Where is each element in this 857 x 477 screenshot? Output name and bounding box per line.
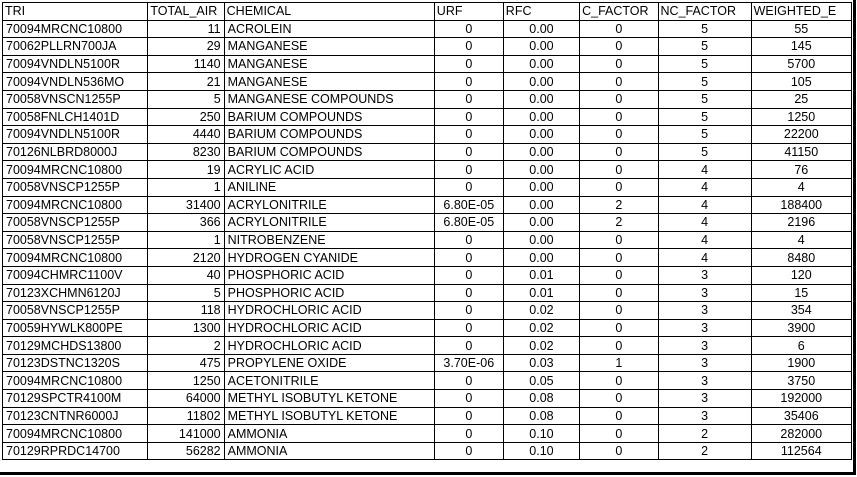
c-factor-cell[interactable]: 0 [580, 319, 658, 337]
nc-factor-cell[interactable]: 4 [658, 214, 751, 232]
tri-cell[interactable]: 70058FNLCH1401D [3, 108, 148, 126]
weighted-e-cell[interactable]: 15 [751, 284, 851, 302]
total-air-cell[interactable]: 56282 [148, 442, 224, 460]
table-row[interactable] [3, 372, 852, 390]
total-air-cell[interactable]: 31400 [148, 196, 224, 214]
tri-cell[interactable]: 70094MRCNC10800 [3, 161, 148, 179]
c-factor-cell[interactable]: 2 [580, 214, 658, 232]
tri-cell[interactable]: 70094CHMRC1100V [3, 266, 148, 284]
table-row[interactable] [3, 319, 852, 337]
nc-factor-cell[interactable]: 4 [658, 178, 751, 196]
c-factor-cell[interactable]: 0 [580, 231, 658, 249]
table-row[interactable] [3, 90, 852, 108]
total-air-cell[interactable]: 40 [148, 266, 224, 284]
tri-cell[interactable]: 70094MRCNC10800 [3, 20, 148, 38]
weighted-e-cell[interactable]: 112564 [751, 442, 851, 460]
c-factor-cell[interactable]: 0 [580, 337, 658, 355]
total-air-cell[interactable]: 118 [148, 302, 224, 320]
c-factor-cell[interactable]: 1 [580, 354, 658, 372]
c-factor-cell[interactable]: 0 [580, 425, 658, 443]
urf-cell[interactable]: 0 [434, 319, 503, 337]
c-factor-cell[interactable]: 0 [580, 38, 658, 56]
c-factor-cell[interactable]: 0 [580, 143, 658, 161]
c-factor-cell[interactable]: 0 [580, 178, 658, 196]
urf-cell[interactable]: 0 [434, 372, 503, 390]
c-factor-cell[interactable]: 0 [580, 90, 658, 108]
total-air-cell[interactable]: 11802 [148, 407, 224, 425]
c-factor-cell[interactable]: 2 [580, 196, 658, 214]
chemical-cell[interactable]: ACRYLONITRILE [224, 196, 434, 214]
table-row[interactable] [3, 390, 852, 408]
table-row[interactable] [3, 143, 852, 161]
c-factor-cell[interactable]: 0 [580, 372, 658, 390]
table-row[interactable] [3, 442, 852, 460]
column-header-rfc[interactable]: RFC [503, 3, 579, 21]
weighted-e-cell[interactable]: 3750 [751, 372, 851, 390]
c-factor-cell[interactable]: 0 [580, 266, 658, 284]
c-factor-cell[interactable]: 0 [580, 302, 658, 320]
table-row[interactable] [3, 38, 852, 56]
tri-cell[interactable]: 70058VNSCP1255P [3, 302, 148, 320]
rfc-cell[interactable]: 0.02 [503, 302, 579, 320]
urf-cell[interactable]: 0 [434, 161, 503, 179]
urf-cell[interactable]: 0 [434, 231, 503, 249]
column-header-tri[interactable]: TRI [3, 3, 148, 21]
urf-cell[interactable]: 0 [434, 407, 503, 425]
nc-factor-cell[interactable]: 5 [658, 90, 751, 108]
weighted-e-cell[interactable]: 354 [751, 302, 851, 320]
rfc-cell[interactable]: 0.01 [503, 284, 579, 302]
chemical-cell[interactable]: ACETONITRILE [224, 372, 434, 390]
nc-factor-cell[interactable]: 3 [658, 319, 751, 337]
total-air-cell[interactable]: 5 [148, 284, 224, 302]
urf-cell[interactable]: 0 [434, 178, 503, 196]
total-air-cell[interactable]: 4440 [148, 126, 224, 144]
c-factor-cell[interactable]: 0 [580, 108, 658, 126]
total-air-cell[interactable]: 11 [148, 20, 224, 38]
tri-cell[interactable]: 70094VNDLN5100R [3, 55, 148, 73]
tri-cell[interactable]: 70123XCHMN6120J [3, 284, 148, 302]
chemical-cell[interactable]: MANGANESE COMPOUNDS [224, 90, 434, 108]
urf-cell[interactable]: 0 [434, 266, 503, 284]
table-row[interactable] [3, 302, 852, 320]
urf-cell[interactable]: 0 [434, 90, 503, 108]
weighted-e-cell[interactable]: 22200 [751, 126, 851, 144]
rfc-cell[interactable]: 0.10 [503, 425, 579, 443]
tri-cell[interactable]: 70058VNSCN1255P [3, 90, 148, 108]
chemical-cell[interactable]: BARIUM COMPOUNDS [224, 126, 434, 144]
weighted-e-cell[interactable]: 6 [751, 337, 851, 355]
chemical-cell[interactable]: PHOSPHORIC ACID [224, 284, 434, 302]
urf-cell[interactable]: 0 [434, 20, 503, 38]
table-row[interactable] [3, 55, 852, 73]
weighted-e-cell[interactable]: 145 [751, 38, 851, 56]
table-row[interactable] [3, 126, 852, 144]
chemical-cell[interactable]: MANGANESE [224, 38, 434, 56]
weighted-e-cell[interactable]: 4 [751, 231, 851, 249]
rfc-cell[interactable]: 0.02 [503, 337, 579, 355]
chemical-cell[interactable]: ACRYLONITRILE [224, 214, 434, 232]
chemical-cell[interactable]: HYDROCHLORIC ACID [224, 302, 434, 320]
urf-cell[interactable]: 0 [434, 55, 503, 73]
table-row[interactable] [3, 425, 852, 443]
chemical-cell[interactable]: METHYL ISOBUTYL KETONE [224, 407, 434, 425]
nc-factor-cell[interactable]: 5 [658, 20, 751, 38]
total-air-cell[interactable]: 21 [148, 73, 224, 91]
total-air-cell[interactable]: 2120 [148, 249, 224, 267]
tri-cell[interactable]: 70094MRCNC10800 [3, 196, 148, 214]
chemical-cell[interactable]: ANILINE [224, 178, 434, 196]
total-air-cell[interactable]: 1140 [148, 55, 224, 73]
header-row [3, 3, 852, 21]
column-header-nc-factor[interactable]: NC_FACTOR [658, 3, 751, 21]
nc-factor-cell[interactable]: 5 [658, 73, 751, 91]
urf-cell[interactable]: 3.70E-06 [434, 354, 503, 372]
weighted-e-cell[interactable]: 35406 [751, 407, 851, 425]
rfc-cell[interactable]: 0.10 [503, 442, 579, 460]
total-air-cell[interactable]: 8230 [148, 143, 224, 161]
c-factor-cell[interactable]: 0 [580, 284, 658, 302]
table-row[interactable] [3, 196, 852, 214]
rfc-cell[interactable]: 0.00 [503, 178, 579, 196]
nc-factor-cell[interactable]: 3 [658, 302, 751, 320]
c-factor-cell[interactable]: 0 [580, 73, 658, 91]
weighted-e-cell[interactable]: 76 [751, 161, 851, 179]
urf-cell[interactable]: 0 [434, 284, 503, 302]
total-air-cell[interactable]: 19 [148, 161, 224, 179]
rfc-cell[interactable]: 0.08 [503, 407, 579, 425]
nc-factor-cell[interactable]: 4 [658, 196, 751, 214]
urf-cell[interactable]: 0 [434, 108, 503, 126]
nc-factor-cell[interactable]: 3 [658, 354, 751, 372]
weighted-e-cell[interactable]: 192000 [751, 390, 851, 408]
c-factor-cell[interactable]: 0 [580, 126, 658, 144]
urf-cell[interactable]: 0 [434, 143, 503, 161]
nc-factor-cell[interactable]: 5 [658, 126, 751, 144]
nc-factor-cell[interactable]: 3 [658, 284, 751, 302]
rfc-cell[interactable]: 0.00 [503, 196, 579, 214]
tri-cell[interactable]: 70129MCHDS13800 [3, 337, 148, 355]
column-header-c-factor[interactable]: C_FACTOR [580, 3, 658, 21]
total-air-cell[interactable]: 1 [148, 231, 224, 249]
tri-cell[interactable]: 70129SPCTR4100M [3, 390, 148, 408]
tri-cell[interactable]: 70062PLLRN700JA [3, 38, 148, 56]
tri-cell[interactable]: 70058VNSCP1255P [3, 214, 148, 232]
urf-cell[interactable]: 0 [434, 442, 503, 460]
weighted-e-cell[interactable]: 2196 [751, 214, 851, 232]
table-row[interactable] [3, 108, 852, 126]
table-row[interactable] [3, 214, 852, 232]
table-row[interactable] [3, 231, 852, 249]
nc-factor-cell[interactable]: 3 [658, 390, 751, 408]
c-factor-cell[interactable]: 0 [580, 20, 658, 38]
tri-cell[interactable]: 70123CNTNR6000J [3, 407, 148, 425]
urf-cell[interactable]: 6.80E-05 [434, 214, 503, 232]
tri-cell[interactable]: 70094VNDLN5100R [3, 126, 148, 144]
nc-factor-cell[interactable]: 3 [658, 372, 751, 390]
total-air-cell[interactable]: 2 [148, 337, 224, 355]
rfc-cell[interactable]: 0.00 [503, 231, 579, 249]
chemical-cell[interactable]: MANGANESE [224, 73, 434, 91]
total-air-cell[interactable]: 5 [148, 90, 224, 108]
data-table [2, 2, 852, 460]
nc-factor-cell[interactable]: 4 [658, 231, 751, 249]
weighted-e-cell[interactable]: 1900 [751, 354, 851, 372]
total-air-cell[interactable]: 250 [148, 108, 224, 126]
nc-factor-cell[interactable]: 3 [658, 407, 751, 425]
rfc-cell[interactable]: 0.00 [503, 161, 579, 179]
rfc-cell[interactable]: 0.02 [503, 319, 579, 337]
chemical-cell[interactable]: AMMONIA [224, 425, 434, 443]
table-row[interactable] [3, 337, 852, 355]
rfc-cell[interactable]: 0.00 [503, 55, 579, 73]
c-factor-cell[interactable]: 0 [580, 55, 658, 73]
urf-cell[interactable]: 0 [434, 73, 503, 91]
tri-cell[interactable]: 70058VNSCP1255P [3, 231, 148, 249]
table-body [3, 20, 852, 460]
tri-cell[interactable]: 70094MRCNC10800 [3, 372, 148, 390]
table-row[interactable] [3, 407, 852, 425]
column-header-urf[interactable]: URF [434, 3, 503, 21]
table-row[interactable] [3, 284, 852, 302]
chemical-cell[interactable]: BARIUM COMPOUNDS [224, 143, 434, 161]
tri-cell[interactable]: 70058VNSCP1255P [3, 178, 148, 196]
urf-cell[interactable]: 0 [434, 337, 503, 355]
table-row[interactable] [3, 178, 852, 196]
nc-factor-cell[interactable]: 5 [658, 38, 751, 56]
total-air-cell[interactable]: 366 [148, 214, 224, 232]
rfc-cell[interactable]: 0.03 [503, 354, 579, 372]
weighted-e-cell[interactable]: 3900 [751, 319, 851, 337]
urf-cell[interactable]: 0 [434, 390, 503, 408]
nc-factor-cell[interactable]: 2 [658, 425, 751, 443]
weighted-e-cell[interactable]: 8480 [751, 249, 851, 267]
total-air-cell[interactable]: 29 [148, 38, 224, 56]
urf-cell[interactable]: 0 [434, 126, 503, 144]
c-factor-cell[interactable]: 0 [580, 390, 658, 408]
total-air-cell[interactable]: 1250 [148, 372, 224, 390]
nc-factor-cell[interactable]: 5 [658, 108, 751, 126]
tri-cell[interactable]: 70094MRCNC10800 [3, 249, 148, 267]
table-row[interactable] [3, 354, 852, 372]
rfc-cell[interactable]: 0.08 [503, 390, 579, 408]
rfc-cell[interactable]: 0.01 [503, 266, 579, 284]
chemical-cell[interactable]: MANGANESE [224, 55, 434, 73]
weighted-e-cell[interactable]: 41150 [751, 143, 851, 161]
rfc-cell[interactable]: 0.00 [503, 143, 579, 161]
weighted-e-cell[interactable]: 5700 [751, 55, 851, 73]
tri-cell[interactable]: 70126NLBRD8000J [3, 143, 148, 161]
table-row[interactable] [3, 73, 852, 91]
chemical-cell[interactable]: ACROLEIN [224, 20, 434, 38]
urf-cell[interactable]: 6.80E-05 [434, 196, 503, 214]
chemical-cell[interactable]: HYDROCHLORIC ACID [224, 337, 434, 355]
urf-cell[interactable]: 0 [434, 425, 503, 443]
column-header-total-air[interactable]: TOTAL_AIR [148, 3, 224, 21]
weighted-e-cell[interactable]: 105 [751, 73, 851, 91]
total-air-cell[interactable]: 141000 [148, 425, 224, 443]
c-factor-cell[interactable]: 0 [580, 249, 658, 267]
total-air-cell[interactable]: 1300 [148, 319, 224, 337]
weighted-e-cell[interactable]: 282000 [751, 425, 851, 443]
weighted-e-cell[interactable]: 188400 [751, 196, 851, 214]
urf-cell[interactable]: 0 [434, 38, 503, 56]
total-air-cell[interactable]: 475 [148, 354, 224, 372]
table-row[interactable] [3, 249, 852, 267]
weighted-e-cell[interactable]: 1250 [751, 108, 851, 126]
c-factor-cell[interactable]: 0 [580, 161, 658, 179]
weighted-e-cell[interactable]: 4 [751, 178, 851, 196]
tri-cell[interactable]: 70094VNDLN536MO [3, 73, 148, 91]
tri-cell[interactable]: 70094MRCNC10800 [3, 425, 148, 443]
chemical-cell[interactable]: HYDROCHLORIC ACID [224, 319, 434, 337]
nc-factor-cell[interactable]: 3 [658, 337, 751, 355]
urf-cell[interactable]: 0 [434, 302, 503, 320]
nc-factor-cell[interactable]: 3 [658, 266, 751, 284]
chemical-cell[interactable]: PHOSPHORIC ACID [224, 266, 434, 284]
rfc-cell[interactable]: 0.00 [503, 126, 579, 144]
column-header-chemical[interactable]: CHEMICAL [224, 3, 434, 21]
table-row[interactable] [3, 20, 852, 38]
nc-factor-cell[interactable]: 5 [658, 143, 751, 161]
column-header-weighted-e[interactable]: WEIGHTED_E [751, 3, 851, 21]
c-factor-cell[interactable]: 0 [580, 407, 658, 425]
rfc-cell[interactable]: 0.00 [503, 90, 579, 108]
weighted-e-cell[interactable]: 55 [751, 20, 851, 38]
chemical-cell[interactable]: METHYL ISOBUTYL KETONE [224, 390, 434, 408]
nc-factor-cell[interactable]: 5 [658, 55, 751, 73]
tri-cell[interactable]: 70129RPRDC14700 [3, 442, 148, 460]
nc-factor-cell[interactable]: 2 [658, 442, 751, 460]
c-factor-cell[interactable]: 0 [580, 442, 658, 460]
rfc-cell[interactable]: 0.00 [503, 249, 579, 267]
weighted-e-cell[interactable]: 25 [751, 90, 851, 108]
chemical-cell[interactable]: BARIUM COMPOUNDS [224, 108, 434, 126]
chemical-cell[interactable]: PROPYLENE OXIDE [224, 354, 434, 372]
table-row[interactable] [3, 266, 852, 284]
total-air-cell[interactable]: 1 [148, 178, 224, 196]
table-row[interactable] [3, 161, 852, 179]
nc-factor-cell[interactable]: 4 [658, 249, 751, 267]
rfc-cell[interactable]: 0.00 [503, 20, 579, 38]
tri-cell[interactable]: 70059HYWLK800PE [3, 319, 148, 337]
urf-cell[interactable]: 0 [434, 249, 503, 267]
rfc-cell[interactable]: 0.05 [503, 372, 579, 390]
chemical-cell[interactable]: NITROBENZENE [224, 231, 434, 249]
nc-factor-cell[interactable]: 4 [658, 161, 751, 179]
total-air-cell[interactable]: 64000 [148, 390, 224, 408]
tri-cell[interactable]: 70123DSTNC1320S [3, 354, 148, 372]
chemical-cell[interactable]: HYDROGEN CYANIDE [224, 249, 434, 267]
weighted-e-cell[interactable]: 120 [751, 266, 851, 284]
chemical-cell[interactable]: AMMONIA [224, 442, 434, 460]
chemical-cell[interactable]: ACRYLIC ACID [224, 161, 434, 179]
rfc-cell[interactable]: 0.00 [503, 108, 579, 126]
rfc-cell[interactable]: 0.00 [503, 214, 579, 232]
rfc-cell[interactable]: 0.00 [503, 38, 579, 56]
rfc-cell[interactable]: 0.00 [503, 73, 579, 91]
